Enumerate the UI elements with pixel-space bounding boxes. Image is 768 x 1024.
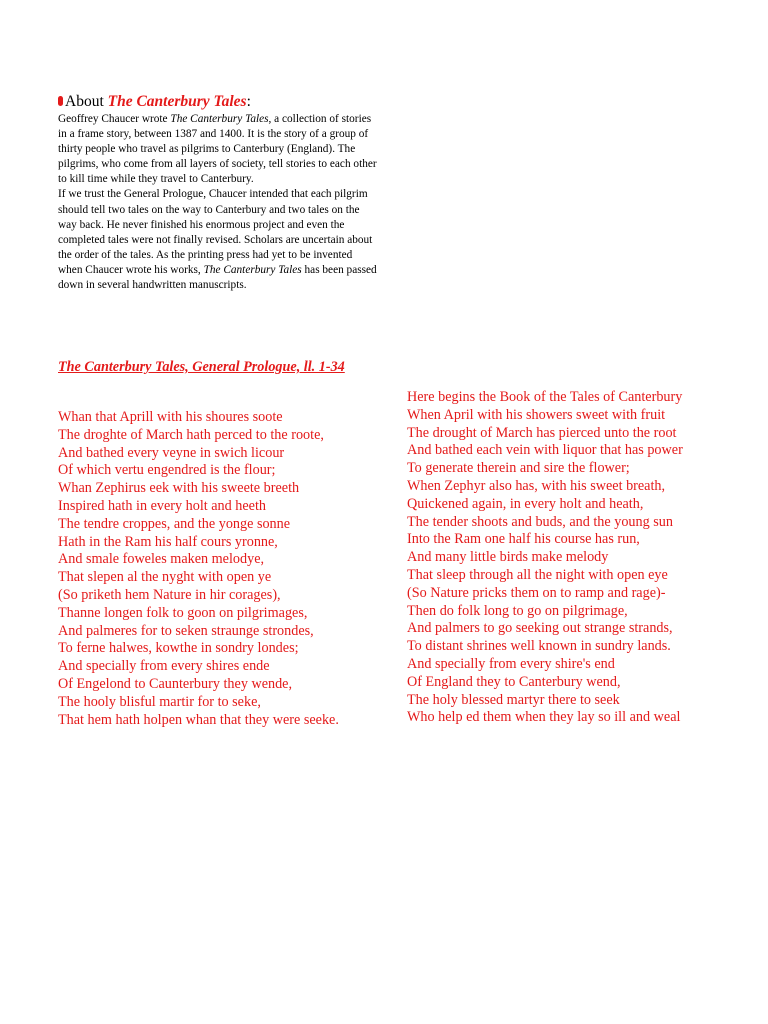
translation-verse-line: When Zephyr also has, with his sweet breath, (407, 477, 666, 494)
translation-verse-line: The drought of March has pierced unto the root (407, 424, 677, 441)
original-verse-line: That hem hath holpen whan that they were seeke. (58, 711, 339, 728)
about-title: The Canterbury Tales (107, 93, 247, 110)
original-verse (58, 409, 339, 729)
translation-verse-line: That sleep through all the night with open eye (407, 566, 668, 583)
intro-p2-text-2: has been passed down in several handwritten manuscripts. (58, 263, 377, 292)
translation-verse-line: (So Nature pricks them on to ramp and rage)- (407, 584, 666, 601)
translation-verse-line: To distant shrines well known in sundry lands. (407, 638, 671, 655)
intro-p2-text-1: If we trust the General Prologue, Chaucer intended that each pilgrim should tell two tales on the way to Canterbury and two tales on the way back. He never finished his enormous project and even the completed tales were not finally revised. Scholars are uncertain about the order of the tales. As the printing press had yet to be invented when Chaucer wrote his works, (58, 188, 373, 276)
translation-verse-line: Into the Ram one half his course has run, (407, 531, 640, 548)
intro-paragraph-1 (58, 112, 378, 187)
original-verse-line: And bathed every veyne in swich licour (58, 444, 285, 461)
intro-p1-text-1: Geoffrey Chaucer wrote (58, 113, 171, 125)
about-heading (58, 92, 251, 112)
translation-verse-line: Then do folk long to go on pilgrimage, (407, 602, 628, 619)
translation-verse-line: And specially from every shire's end (407, 655, 615, 672)
original-verse-line: Of which vertu engendred is the flour; (58, 462, 276, 479)
translation-verse-line: To generate therein and sire the flower; (407, 460, 630, 477)
intro-p1-text-2: , a collection of stories in a frame story, between 1387 and 1400. It is the story of a group of thirty people who travel as pilgrims to Canterbury (England). The pilgrims, who come from all layers of society, tell stories to each other to kill time while they travel to Canterbury. (58, 113, 377, 186)
translation-verse-line: And palmers to go seeking out strange strands, (407, 620, 673, 637)
original-verse-line: (So priketh hem Nature in hir corages), (58, 586, 281, 603)
original-verse-line: Whan Zephirus eek with his sweete breeth (58, 480, 300, 497)
original-verse-line: The hooly blisful martir for to seke, (58, 693, 261, 710)
original-verse-line: Thanne longen folk to goon on pilgrimages, (58, 604, 308, 621)
intro-text (58, 112, 378, 293)
translation-verse (407, 389, 683, 727)
original-verse-line: Inspired hath in every holt and heeth (58, 497, 267, 514)
translation-verse-line: Quickened again, in every holt and heath, (407, 495, 644, 512)
translation-verse-line: The tender shoots and buds, and the young sun (407, 513, 673, 530)
original-verse-line: The droghte of March hath perced to the roote, (58, 426, 324, 443)
translation-verse-line: The holy blessed martyr there to seek (407, 691, 620, 708)
translation-verse-line: Of England they to Canterbury wend, (407, 673, 621, 690)
original-verse-line: To ferne halwes, kowthe in sondry londes; (58, 640, 299, 657)
bullet-icon (58, 96, 63, 106)
original-verse-line: And palmeres for to seken straunge strondes, (58, 622, 314, 639)
intro-p2-title: The Canterbury Tales (203, 263, 302, 276)
about-suffix: : (246, 93, 251, 110)
original-verse-line: And specially from every shires ende (58, 658, 270, 675)
section-title: The Canterbury Tales, General Prologue, ll. 1-34 (58, 359, 345, 375)
translation-verse-line: And bathed each vein with liquor that has power (407, 442, 683, 459)
original-verse-line: Of Engelond to Caunterbury they wende, (58, 675, 293, 692)
translation-verse-line: And many little birds make melody (407, 549, 609, 566)
intro-p1-title: The Canterbury Tales (170, 113, 269, 125)
intro-paragraph-2 (58, 187, 378, 293)
original-verse-line: Hath in the Ram his half cours yronne, (58, 533, 278, 550)
original-verse-line: That slepen al the nyght with open ye (58, 569, 272, 586)
original-verse-line: Whan that Aprill with his shoures soote (58, 409, 283, 425)
about-prefix: About (65, 93, 108, 110)
original-verse-line: The tendre croppes, and the yonge sonne (58, 515, 291, 532)
translation-verse-line: When April with his showers sweet with fruit (407, 406, 666, 423)
original-verse-line: And smale foweles maken melodye, (58, 551, 265, 568)
translation-verse-line: Who help ed them when they lay so ill and weal (407, 709, 681, 726)
translation-verse-line: Here begins the Book of the Tales of Canterbury (407, 389, 683, 405)
